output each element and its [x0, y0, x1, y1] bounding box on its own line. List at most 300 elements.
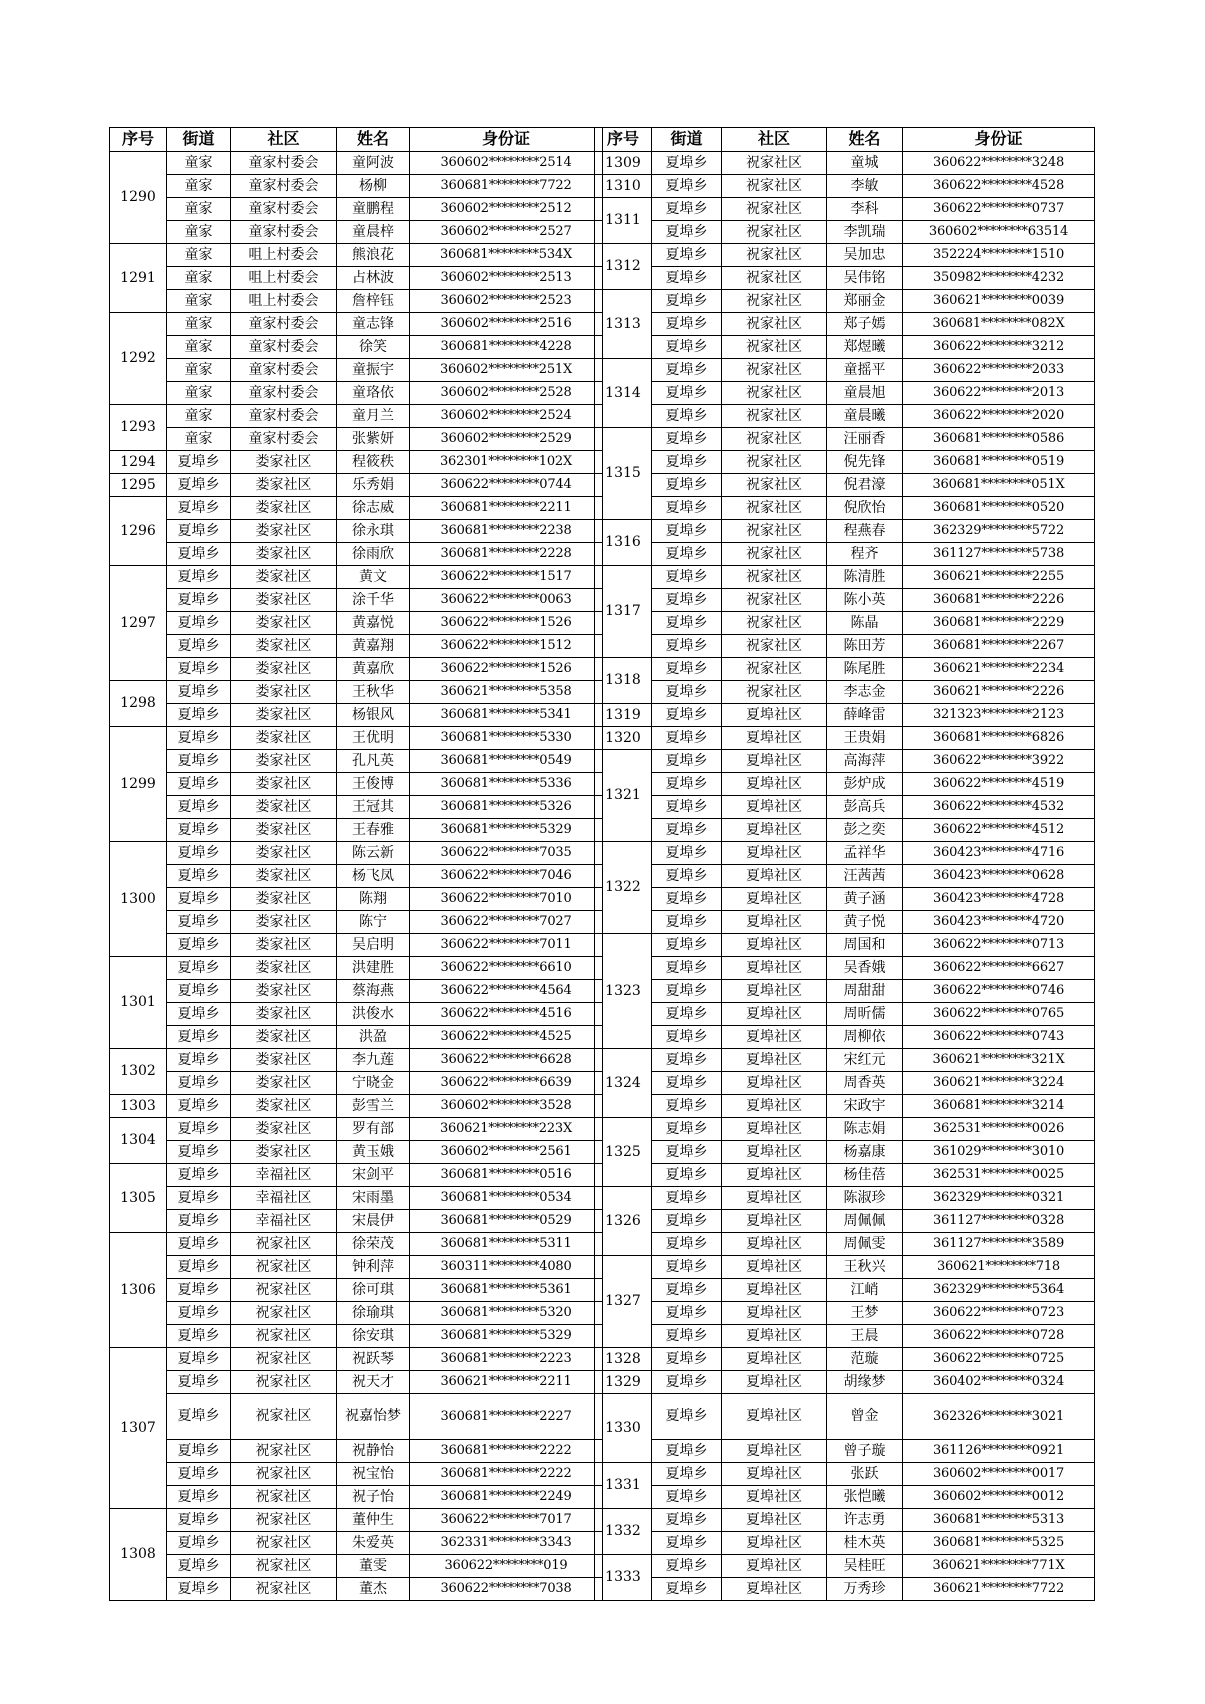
street-cell: 夏埠乡 — [652, 244, 722, 267]
table-row — [110, 1555, 603, 1578]
table-row — [595, 520, 1095, 543]
table-row — [110, 1210, 603, 1233]
street-cell: 童家 — [167, 359, 231, 382]
community-cell: 祝家社区 — [231, 1279, 337, 1302]
table-row — [110, 244, 603, 267]
serial-number-cell: 1293 — [110, 405, 167, 451]
id-number-cell: 360602********2513 — [410, 267, 603, 290]
table-row — [595, 1072, 1095, 1095]
street-cell: 夏埠乡 — [652, 888, 722, 911]
street-cell: 夏埠乡 — [167, 1302, 231, 1325]
table-row — [110, 520, 603, 543]
street-cell: 夏埠乡 — [167, 589, 231, 612]
table-row — [595, 1348, 1095, 1371]
community-cell: 娄家社区 — [231, 451, 337, 474]
name-cell: 董仲生 — [337, 1509, 410, 1532]
street-cell: 夏埠乡 — [652, 681, 722, 704]
table-row — [595, 1003, 1095, 1026]
table-row — [110, 865, 603, 888]
street-cell: 夏埠乡 — [652, 1118, 722, 1141]
street-cell: 夏埠乡 — [652, 175, 722, 198]
id-number-cell: 360622********6628 — [410, 1049, 603, 1072]
community-cell: 祝家社区 — [722, 451, 827, 474]
id-number-cell: 360622********7011 — [410, 934, 603, 957]
table-row — [110, 1302, 603, 1325]
name-cell: 朱爱英 — [337, 1532, 410, 1555]
street-cell: 夏埠乡 — [167, 865, 231, 888]
table-row — [595, 336, 1095, 359]
id-number-cell: 360681********2227 — [410, 1394, 603, 1440]
street-cell: 夏埠乡 — [167, 1187, 231, 1210]
name-cell: 曾子璇 — [827, 1440, 903, 1463]
id-number-cell: 360622********1512 — [410, 635, 603, 658]
id-number-cell: 352224********1510 — [903, 244, 1095, 267]
street-cell: 夏埠乡 — [652, 934, 722, 957]
id-number-cell: 360621********2234 — [903, 658, 1095, 681]
id-number-cell: 360311********4080 — [410, 1256, 603, 1279]
name-cell: 黄子悦 — [827, 911, 903, 934]
table-row — [110, 1279, 603, 1302]
table-row — [110, 888, 603, 911]
street-cell: 夏埠乡 — [652, 980, 722, 1003]
id-number-cell: 360622********0723 — [903, 1302, 1095, 1325]
serial-number-cell: 1298 — [110, 681, 167, 727]
name-cell: 陈云新 — [337, 842, 410, 865]
street-cell: 童家 — [167, 152, 231, 175]
street-cell: 夏埠乡 — [167, 1486, 231, 1509]
serial-number-cell: 1300 — [110, 842, 167, 957]
street-cell: 夏埠乡 — [167, 1118, 231, 1141]
community-cell: 祝家社区 — [231, 1440, 337, 1463]
street-cell: 夏埠乡 — [652, 1187, 722, 1210]
community-cell: 夏埠社区 — [722, 842, 827, 865]
table-row — [595, 819, 1095, 842]
table-row — [110, 1486, 603, 1509]
street-cell: 夏埠乡 — [652, 520, 722, 543]
community-cell: 祝家社区 — [231, 1394, 337, 1440]
street-cell: 夏埠乡 — [167, 796, 231, 819]
id-number-cell: 360622********4519 — [903, 773, 1095, 796]
street-cell: 夏埠乡 — [167, 1095, 231, 1118]
name-cell: 吴桂旺 — [827, 1555, 903, 1578]
street-cell: 夏埠乡 — [652, 865, 722, 888]
id-number-cell: 360681********0520 — [903, 497, 1095, 520]
street-cell: 夏埠乡 — [167, 1463, 231, 1486]
community-cell: 夏埠社区 — [722, 1141, 827, 1164]
id-number-cell: 360681********7722 — [410, 175, 603, 198]
id-number-cell: 362329********5364 — [903, 1279, 1095, 1302]
community-cell: 童家村委会 — [231, 221, 337, 244]
name-cell: 吴伟铭 — [827, 267, 903, 290]
street-cell: 童家 — [167, 267, 231, 290]
street-cell: 夏埠乡 — [652, 1348, 722, 1371]
table-row — [110, 1003, 603, 1026]
table-row — [110, 474, 603, 497]
serial-number-cell: 1296 — [110, 497, 167, 566]
table-row — [110, 1049, 603, 1072]
community-cell: 祝家社区 — [722, 497, 827, 520]
id-number-cell: 360602********2514 — [410, 152, 603, 175]
street-cell: 夏埠乡 — [167, 1279, 231, 1302]
header-name: 姓名 — [827, 128, 903, 152]
table-row — [110, 382, 603, 405]
community-cell: 娄家社区 — [231, 1141, 337, 1164]
community-cell: 夏埠社区 — [722, 1578, 827, 1601]
table-row — [595, 1095, 1095, 1118]
community-cell: 幸福社区 — [231, 1210, 337, 1233]
name-cell: 周甜甜 — [827, 980, 903, 1003]
id-number-cell: 360681********5336 — [410, 773, 603, 796]
name-cell: 彭炉成 — [827, 773, 903, 796]
street-cell: 童家 — [167, 428, 231, 451]
community-cell: 娄家社区 — [231, 1003, 337, 1026]
community-cell: 夏埠社区 — [722, 1532, 827, 1555]
table-row — [110, 1348, 603, 1371]
street-cell: 童家 — [167, 336, 231, 359]
community-cell: 童家村委会 — [231, 359, 337, 382]
community-cell: 祝家社区 — [722, 635, 827, 658]
table-row — [595, 1164, 1095, 1187]
id-number-cell: 360681********5311 — [410, 1233, 603, 1256]
community-cell: 娄家社区 — [231, 543, 337, 566]
community-cell: 祝家社区 — [722, 382, 827, 405]
serial-number-cell: 1311 — [595, 198, 652, 244]
name-cell: 陈尾胜 — [827, 658, 903, 681]
table-row — [595, 796, 1095, 819]
name-cell: 汪茜茜 — [827, 865, 903, 888]
id-number-cell: 360602********3528 — [410, 1095, 603, 1118]
street-cell: 夏埠乡 — [652, 1440, 722, 1463]
street-cell: 夏埠乡 — [652, 1325, 722, 1348]
id-number-cell: 361029********3010 — [903, 1141, 1095, 1164]
id-number-cell: 362301********102X — [410, 451, 603, 474]
id-number-cell: 360622********7027 — [410, 911, 603, 934]
street-cell: 夏埠乡 — [167, 1026, 231, 1049]
table-row — [110, 290, 603, 313]
table-row — [595, 1256, 1095, 1279]
community-cell: 夏埠社区 — [722, 911, 827, 934]
community-cell: 娄家社区 — [231, 842, 337, 865]
street-cell: 童家 — [167, 382, 231, 405]
street-cell: 夏埠乡 — [167, 1532, 231, 1555]
street-cell: 夏埠乡 — [652, 1302, 722, 1325]
id-number-cell: 360602********2561 — [410, 1141, 603, 1164]
community-cell: 祝家社区 — [722, 566, 827, 589]
table-row — [110, 1440, 603, 1463]
id-number-cell: 360621********2226 — [903, 681, 1095, 704]
name-cell: 王梦 — [827, 1302, 903, 1325]
id-number-cell: 360602********0017 — [903, 1463, 1095, 1486]
community-cell: 夏埠社区 — [722, 1325, 827, 1348]
street-cell: 夏埠乡 — [652, 819, 722, 842]
id-number-cell: 360681********0529 — [410, 1210, 603, 1233]
street-cell: 夏埠乡 — [652, 474, 722, 497]
table-row — [110, 934, 603, 957]
street-cell: 夏埠乡 — [652, 1141, 722, 1164]
street-cell: 夏埠乡 — [652, 1371, 722, 1394]
street-cell: 夏埠乡 — [652, 704, 722, 727]
street-cell: 夏埠乡 — [167, 635, 231, 658]
table-row — [110, 1072, 603, 1095]
table-row — [110, 612, 603, 635]
name-cell: 徐安琪 — [337, 1325, 410, 1348]
id-number-cell: 360622********4532 — [903, 796, 1095, 819]
table-row — [595, 474, 1095, 497]
id-number-cell: 360602********2516 — [410, 313, 603, 336]
id-number-cell: 360681********2249 — [410, 1486, 603, 1509]
table-row — [110, 1026, 603, 1049]
table-row — [110, 658, 603, 681]
table-row — [110, 1233, 603, 1256]
community-cell: 童家村委会 — [231, 382, 337, 405]
street-cell: 夏埠乡 — [652, 1210, 722, 1233]
id-number-cell: 360621********5358 — [410, 681, 603, 704]
id-number-cell: 362531********0025 — [903, 1164, 1095, 1187]
street-cell: 夏埠乡 — [652, 1463, 722, 1486]
table-row — [595, 497, 1095, 520]
serial-number-cell: 1301 — [110, 957, 167, 1049]
name-cell: 陈宁 — [337, 911, 410, 934]
table-row — [595, 152, 1095, 175]
table-row — [595, 382, 1095, 405]
street-cell: 夏埠乡 — [652, 313, 722, 336]
street-cell: 夏埠乡 — [167, 1049, 231, 1072]
name-cell: 詹梓钰 — [337, 290, 410, 313]
id-number-cell: 360681********5329 — [410, 1325, 603, 1348]
name-cell: 蔡海燕 — [337, 980, 410, 1003]
street-cell: 夏埠乡 — [652, 1486, 722, 1509]
name-cell: 占林波 — [337, 267, 410, 290]
header-row — [110, 128, 603, 152]
community-cell: 夏埠社区 — [722, 1118, 827, 1141]
table-row — [110, 428, 603, 451]
name-cell: 童城 — [827, 152, 903, 175]
table-row — [595, 865, 1095, 888]
community-cell: 娄家社区 — [231, 635, 337, 658]
serial-number-cell: 1308 — [110, 1509, 167, 1601]
name-cell: 罗有部 — [337, 1118, 410, 1141]
name-cell: 祝宝怡 — [337, 1463, 410, 1486]
name-cell: 祝子怡 — [337, 1486, 410, 1509]
community-cell: 夏埠社区 — [722, 1256, 827, 1279]
id-number-cell: 360602********2512 — [410, 198, 603, 221]
community-cell: 咀上村委会 — [231, 244, 337, 267]
table-row — [110, 1371, 603, 1394]
table-row — [595, 773, 1095, 796]
community-cell: 夏埠社区 — [722, 934, 827, 957]
id-number-cell: 360622********4525 — [410, 1026, 603, 1049]
table-row — [110, 1325, 603, 1348]
name-cell: 祝嘉怡梦 — [337, 1394, 410, 1440]
table-row — [110, 313, 603, 336]
street-cell: 夏埠乡 — [652, 1095, 722, 1118]
community-cell: 祝家社区 — [722, 221, 827, 244]
community-cell: 祝家社区 — [722, 520, 827, 543]
community-cell: 祝家社区 — [722, 681, 827, 704]
street-cell: 夏埠乡 — [167, 819, 231, 842]
name-cell: 童月兰 — [337, 405, 410, 428]
street-cell: 夏埠乡 — [167, 497, 231, 520]
street-cell: 夏埠乡 — [167, 474, 231, 497]
street-cell: 夏埠乡 — [167, 566, 231, 589]
street-cell: 夏埠乡 — [167, 911, 231, 934]
community-cell: 夏埠社区 — [722, 1509, 827, 1532]
id-number-cell: 360622********3922 — [903, 750, 1095, 773]
table-row — [595, 727, 1095, 750]
id-number-cell: 360622********6610 — [410, 957, 603, 980]
serial-number-cell: 1327 — [595, 1256, 652, 1348]
id-number-cell: 360622********0746 — [903, 980, 1095, 1003]
table-row — [110, 221, 603, 244]
name-cell: 陈晶 — [827, 612, 903, 635]
street-cell: 夏埠乡 — [652, 589, 722, 612]
table-row — [595, 957, 1095, 980]
name-cell: 王冠其 — [337, 796, 410, 819]
community-cell: 娄家社区 — [231, 750, 337, 773]
table-row — [595, 1463, 1095, 1486]
name-cell: 王秋兴 — [827, 1256, 903, 1279]
street-cell: 夏埠乡 — [652, 1279, 722, 1302]
serial-number-cell: 1333 — [595, 1555, 652, 1601]
table-row — [595, 1026, 1095, 1049]
community-cell: 娄家社区 — [231, 497, 337, 520]
community-cell: 夏埠社区 — [722, 1279, 827, 1302]
id-number-cell: 350982********4232 — [903, 267, 1095, 290]
table-row — [110, 497, 603, 520]
id-number-cell: 360622********1517 — [410, 566, 603, 589]
table-row — [110, 1394, 603, 1440]
community-cell: 夏埠社区 — [722, 1371, 827, 1394]
name-cell: 童振宇 — [337, 359, 410, 382]
id-number-cell: 360681********5313 — [903, 1509, 1095, 1532]
id-number-cell: 360681********0586 — [903, 428, 1095, 451]
name-cell: 童志锋 — [337, 313, 410, 336]
table-row — [595, 934, 1095, 957]
name-cell: 张紫妍 — [337, 428, 410, 451]
community-cell: 夏埠社区 — [722, 1026, 827, 1049]
id-number-cell: 360622********3212 — [903, 336, 1095, 359]
id-number-cell: 360622********4512 — [903, 819, 1095, 842]
table-row — [110, 267, 603, 290]
id-number-cell: 360622********4516 — [410, 1003, 603, 1026]
id-number-cell: 361126********0921 — [903, 1440, 1095, 1463]
community-cell: 祝家社区 — [231, 1233, 337, 1256]
table-row — [595, 359, 1095, 382]
community-cell: 娄家社区 — [231, 566, 337, 589]
street-cell: 夏埠乡 — [167, 888, 231, 911]
serial-number-cell: 1305 — [110, 1164, 167, 1233]
community-cell: 童家村委会 — [231, 152, 337, 175]
id-number-cell: 360621********0039 — [903, 290, 1095, 313]
name-cell: 王贵娟 — [827, 727, 903, 750]
community-cell: 娄家社区 — [231, 520, 337, 543]
id-number-cell: 360681********2222 — [410, 1463, 603, 1486]
name-cell: 周佩雯 — [827, 1233, 903, 1256]
street-cell: 夏埠乡 — [652, 198, 722, 221]
street-cell: 童家 — [167, 221, 231, 244]
name-cell: 孔凡英 — [337, 750, 410, 773]
name-cell: 黄文 — [337, 566, 410, 589]
id-number-cell: 360622********0725 — [903, 1348, 1095, 1371]
street-cell: 夏埠乡 — [652, 1555, 722, 1578]
name-cell: 倪欣怡 — [827, 497, 903, 520]
community-cell: 夏埠社区 — [722, 819, 827, 842]
id-number-cell: 362531********0026 — [903, 1118, 1095, 1141]
serial-number-cell: 1325 — [595, 1118, 652, 1187]
name-cell: 杨嘉康 — [827, 1141, 903, 1164]
id-number-cell: 360622********0737 — [903, 198, 1095, 221]
community-cell: 祝家社区 — [722, 152, 827, 175]
community-cell: 娄家社区 — [231, 796, 337, 819]
table-row — [595, 888, 1095, 911]
community-cell: 祝家社区 — [231, 1578, 337, 1601]
table-row — [595, 451, 1095, 474]
street-cell: 夏埠乡 — [652, 566, 722, 589]
roster-table-right — [594, 127, 1095, 1601]
community-cell: 夏埠社区 — [722, 1210, 827, 1233]
id-number-cell: 360681********5320 — [410, 1302, 603, 1325]
name-cell: 童晨旭 — [827, 382, 903, 405]
table-row — [595, 589, 1095, 612]
name-cell: 张恺曦 — [827, 1486, 903, 1509]
name-cell: 王俊博 — [337, 773, 410, 796]
serial-number-cell: 1313 — [595, 290, 652, 359]
name-cell: 乐秀娟 — [337, 474, 410, 497]
name-cell: 薛峰雷 — [827, 704, 903, 727]
community-cell: 祝家社区 — [722, 313, 827, 336]
id-number-cell: 360681********2226 — [903, 589, 1095, 612]
id-number-cell: 360681********6826 — [903, 727, 1095, 750]
table-row — [110, 750, 603, 773]
table-row — [595, 750, 1095, 773]
table-row — [595, 1532, 1095, 1555]
community-cell: 娄家社区 — [231, 681, 337, 704]
table-row — [110, 1509, 603, 1532]
table-row — [595, 566, 1095, 589]
name-cell: 杨银风 — [337, 704, 410, 727]
street-cell: 夏埠乡 — [167, 980, 231, 1003]
name-cell: 曾金 — [827, 1394, 903, 1440]
street-cell: 夏埠乡 — [167, 1141, 231, 1164]
serial-number-cell: 1297 — [110, 566, 167, 681]
name-cell: 祝天才 — [337, 1371, 410, 1394]
name-cell: 徐永琪 — [337, 520, 410, 543]
serial-number-cell: 1310 — [595, 175, 652, 198]
community-cell: 祝家社区 — [722, 198, 827, 221]
name-cell: 范璇 — [827, 1348, 903, 1371]
table-row — [595, 1371, 1095, 1394]
id-number-cell: 360681********5326 — [410, 796, 603, 819]
street-cell: 夏埠乡 — [652, 152, 722, 175]
street-cell: 夏埠乡 — [652, 336, 722, 359]
table-row — [595, 198, 1095, 221]
street-cell: 夏埠乡 — [652, 1256, 722, 1279]
community-cell: 夏埠社区 — [722, 1095, 827, 1118]
id-number-cell: 360681********5325 — [903, 1532, 1095, 1555]
table-row — [110, 773, 603, 796]
header-no: 序号 — [110, 128, 167, 152]
table-row — [595, 175, 1095, 198]
street-cell: 夏埠乡 — [652, 543, 722, 566]
table-row — [595, 658, 1095, 681]
community-cell: 夏埠社区 — [722, 704, 827, 727]
community-cell: 祝家社区 — [722, 290, 827, 313]
community-cell: 祝家社区 — [722, 336, 827, 359]
id-number-cell: 360622********0744 — [410, 474, 603, 497]
serial-number-cell: 1317 — [595, 566, 652, 658]
street-cell: 夏埠乡 — [652, 1532, 722, 1555]
name-cell: 吴加忠 — [827, 244, 903, 267]
